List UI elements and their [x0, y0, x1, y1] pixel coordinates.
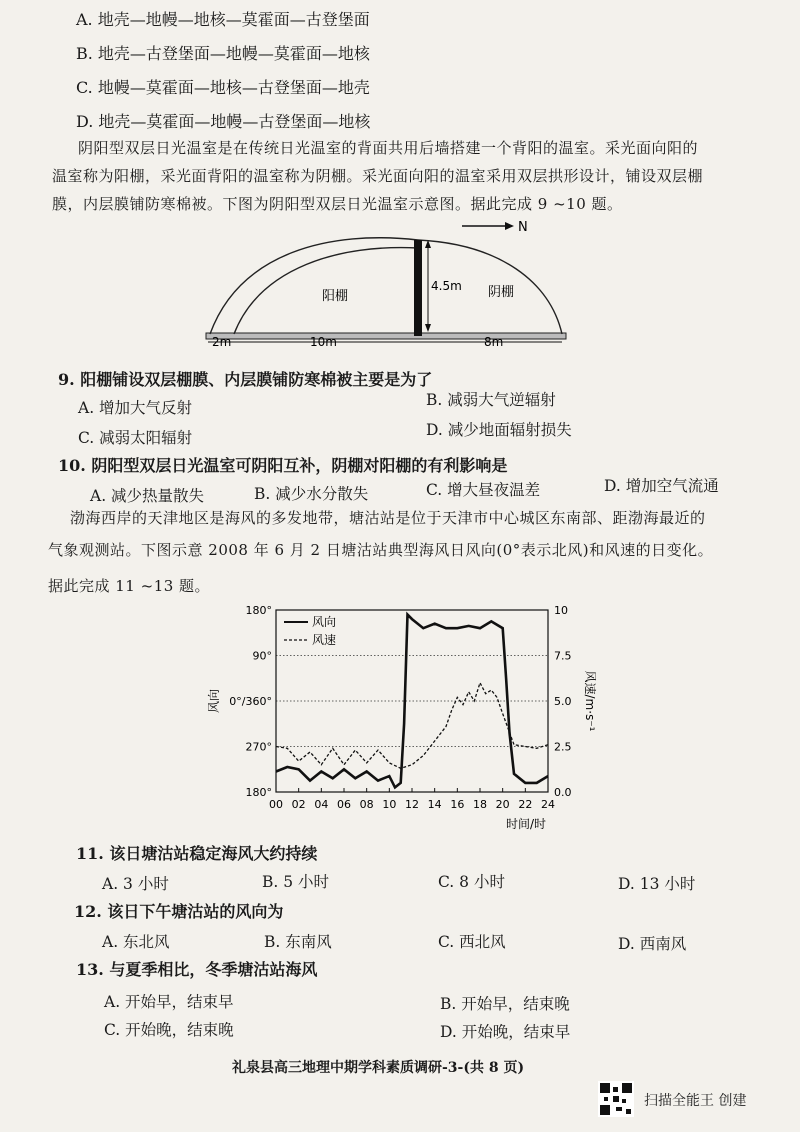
x-tick-label: 24: [541, 798, 555, 811]
right-tick-label: 0.0: [554, 786, 572, 799]
x-tick-label: 12: [405, 798, 419, 811]
q13-option-d: D. 开始晚，结束早: [440, 1023, 571, 1041]
left-tick-label: 90°: [252, 649, 272, 663]
q12-option-d: D. 西南风: [618, 935, 687, 953]
x-tick-label: 08: [359, 798, 374, 811]
q11-stem: 11. 该日塘沽站稳定海风大约持续: [76, 844, 318, 863]
right-tick-label: 2.5: [554, 740, 572, 754]
right-axis: [554, 604, 572, 799]
back-wall: [414, 240, 422, 336]
q12-option-a: A. 东北风: [102, 933, 170, 951]
x-tick-label: 04: [314, 798, 329, 811]
q11-option-c: C. 8 小时: [438, 873, 505, 891]
left-tick-label: 270°: [245, 740, 272, 754]
right-axis-title: 风速/m·s⁻¹: [583, 670, 597, 732]
x-tick-label: 10: [382, 798, 397, 811]
prev-option-d: D. 地壳—莫霍面—地幔—古登堡面—地核: [76, 112, 371, 131]
q12-option-b: B. 东南风: [264, 933, 332, 951]
scanner-watermark: 扫描全能王 创建: [644, 1093, 747, 1109]
left-tick-label: 0°/360°: [229, 695, 272, 708]
right-tick-label: 5.0: [554, 695, 572, 708]
x-axis-title: 时间/时: [505, 817, 546, 831]
north-arrow-head: [505, 222, 514, 230]
q11-option-b: B. 5 小时: [262, 873, 330, 891]
sunny-label: 阳棚: [322, 289, 349, 304]
legend-direction-label: 风向: [312, 615, 337, 629]
left-tick-label: 180°: [245, 604, 272, 617]
x-tick-label: 20: [495, 798, 510, 811]
prev-option-a: A. 地壳—地幔—地核—莫霍面—古登堡面: [76, 10, 370, 29]
wind-chart: [200, 596, 600, 846]
left-axis: [229, 604, 272, 799]
q11-option-d: D. 13 小时: [618, 875, 696, 893]
shady-label: 阴棚: [488, 285, 515, 300]
passage1-line3: 膜，内层膜铺防寒棉被。下图为阴阳型双层日光温室示意图。据此完成 9 ~10 题。: [52, 195, 623, 213]
passage2-line2: 气象观测站。下图示意 2008 年 6 月 2 日塘沽站典型海风日风向(0°表示北风)和风速的日变化。: [48, 541, 714, 559]
q9-option-d: D. 减少地面辐射损失: [426, 421, 572, 439]
x-tick-label: 00: [269, 798, 283, 811]
dim-8m: 8m: [484, 335, 504, 349]
left-tick-label: 180°: [245, 786, 272, 799]
height-label: 4.5m: [431, 279, 462, 293]
passage2-line1: 渤海西岸的天津地区是海风的多发地带，塘沽站是位于天津市中心城区东南部、距渤海最近的: [70, 509, 706, 527]
q9-option-c: C. 减弱太阳辐射: [78, 429, 193, 447]
page-footer: 礼泉县高三地理中期学科素质调研-3-(共 8 页): [232, 1060, 525, 1076]
x-tick-label: 16: [450, 798, 465, 811]
q10-stem: 10. 阴阳型双层日光温室可阴阳互补，阴棚对阳棚的有利影响是: [58, 456, 508, 475]
q10-option-d: D. 增加空气流通: [604, 477, 719, 495]
q13-option-a: A. 开始早，结束早: [104, 993, 234, 1011]
prev-option-b: B. 地壳—古登堡面—地幔—莫霍面—地核: [76, 44, 370, 63]
q13-option-b: B. 开始早，结束晚: [440, 995, 570, 1013]
passage1-line2: 温室称为阳棚，采光面背阳的温室称为阴棚。采光面向阳的温室采用双层拱形设计，铺设双层棚: [52, 167, 704, 185]
q9-option-a: A. 增加大气反射: [78, 399, 193, 417]
dim-10m: 10m: [310, 335, 337, 349]
x-tick-label: 02: [291, 798, 306, 811]
passage1-line1: 阴阳型双层日光温室是在传统日光温室的背面共用后墙搭建一个背阳的温室。采光面向阳的: [78, 139, 699, 157]
north-label: N: [518, 220, 528, 235]
left-axis-title: 风向: [207, 688, 221, 714]
qr-code-icon: [598, 1081, 634, 1117]
passage2-line3: 据此完成 11 ~13 题。: [48, 577, 211, 595]
greenhouse-diagram: [200, 212, 590, 362]
q13-option-c: C. 开始晚，结束晚: [104, 1021, 234, 1039]
q10-option-a: A. 减少热量散失: [90, 487, 205, 505]
q10-option-b: B. 减少水分散失: [254, 485, 369, 503]
x-tick-label: 06: [337, 798, 351, 811]
ground: [206, 333, 566, 339]
x-tick-label: 14: [427, 798, 442, 811]
right-tick-label: 10: [554, 604, 568, 617]
legend-speed-label: 风速: [312, 633, 337, 647]
q13-stem: 13. 与夏季相比，冬季塘沽站海风: [76, 960, 318, 979]
q11-option-a: A. 3 小时: [102, 875, 169, 893]
prev-option-c: C. 地幔—莫霍面—地核—古登堡面—地壳: [76, 78, 370, 97]
right-tick-label: 7.5: [554, 649, 572, 663]
q9-stem: 9. 阳棚铺设双层棚膜、内层膜铺防寒棉被主要是为了: [58, 370, 433, 389]
x-tick-label: 18: [473, 798, 487, 811]
q12-stem: 12. 该日下午塘沽站的风向为: [74, 902, 284, 921]
q9-option-b: B. 减弱大气逆辐射: [426, 391, 556, 409]
x-tick-label: 22: [518, 798, 533, 811]
dim-2m: 2m: [212, 335, 232, 349]
q10-option-c: C. 增大昼夜温差: [426, 481, 541, 499]
q12-option-c: C. 西北风: [438, 933, 506, 951]
